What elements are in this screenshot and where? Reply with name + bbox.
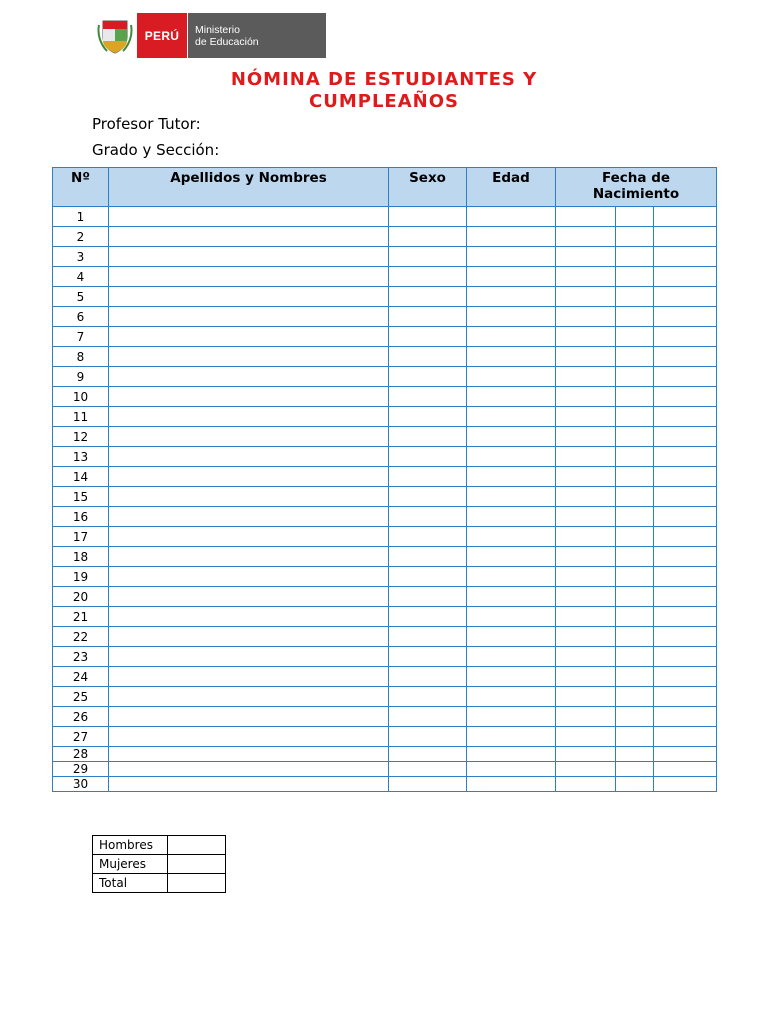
table-row (53, 427, 717, 447)
sex-cell[interactable] (389, 587, 467, 607)
age-cell[interactable] (467, 777, 556, 792)
sex-cell[interactable] (389, 607, 467, 627)
birth-month-cell[interactable] (616, 487, 654, 507)
birth-year-cell[interactable] (654, 487, 717, 507)
birth-day-cell[interactable] (556, 487, 616, 507)
table-row (53, 487, 717, 507)
name-cell[interactable] (109, 247, 389, 267)
age-cell[interactable] (467, 762, 556, 777)
table-row (53, 547, 717, 567)
birth-month-cell[interactable] (616, 247, 654, 267)
age-cell[interactable] (467, 507, 556, 527)
birth-month-cell[interactable] (616, 747, 654, 762)
birth-day-cell[interactable] (556, 407, 616, 427)
row-number: 10 (53, 387, 109, 407)
birth-month-cell[interactable] (616, 267, 654, 287)
ministry-line-1: Ministerio (195, 23, 240, 36)
table-row (53, 627, 717, 647)
sex-cell[interactable] (389, 707, 467, 727)
birth-year-cell[interactable] (654, 587, 717, 607)
birth-year-cell[interactable] (654, 427, 717, 447)
table-row (53, 407, 717, 427)
table-row (53, 647, 717, 667)
header-birth-line-2: Nacimiento (592, 186, 680, 202)
birth-day-cell[interactable] (556, 747, 616, 762)
birth-month-cell[interactable] (616, 707, 654, 727)
name-cell[interactable] (109, 467, 389, 487)
men-count-cell[interactable] (168, 836, 226, 855)
name-cell[interactable] (109, 507, 389, 527)
age-cell[interactable] (467, 567, 556, 587)
row-number: 19 (53, 567, 109, 587)
birth-year-cell[interactable] (654, 762, 717, 777)
sex-cell[interactable] (389, 387, 467, 407)
birth-day-cell[interactable] (556, 267, 616, 287)
name-cell[interactable] (109, 607, 389, 627)
name-cell[interactable] (109, 747, 389, 762)
sex-cell[interactable] (389, 367, 467, 387)
header-sex: Sexo (389, 168, 467, 207)
row-number: 2 (53, 227, 109, 247)
name-cell[interactable] (109, 307, 389, 327)
country-label: PERÚ (137, 13, 187, 58)
birth-day-cell[interactable] (556, 387, 616, 407)
birth-month-cell[interactable] (616, 207, 654, 227)
row-number: 28 (53, 747, 109, 762)
name-cell[interactable] (109, 427, 389, 447)
tutor-field[interactable]: Profesor Tutor: (92, 115, 201, 133)
men-label: Hombres (93, 836, 168, 855)
birth-day-cell[interactable] (556, 327, 616, 347)
age-cell[interactable] (467, 287, 556, 307)
row-number: 6 (53, 307, 109, 327)
birth-month-cell[interactable] (616, 467, 654, 487)
table-row (53, 247, 717, 267)
birth-day-cell[interactable] (556, 777, 616, 792)
table-row (53, 467, 717, 487)
sex-cell[interactable] (389, 407, 467, 427)
women-label: Mujeres (93, 855, 168, 874)
birth-month-cell[interactable] (616, 547, 654, 567)
birth-month-cell[interactable] (616, 777, 654, 792)
birth-year-cell[interactable] (654, 407, 717, 427)
table-row (53, 747, 717, 762)
age-cell[interactable] (467, 327, 556, 347)
age-cell[interactable] (467, 247, 556, 267)
table-row (53, 307, 717, 327)
age-cell[interactable] (467, 447, 556, 467)
birth-year-cell[interactable] (654, 707, 717, 727)
table-row (53, 607, 717, 627)
row-number: 1 (53, 207, 109, 227)
birth-year-cell[interactable] (654, 367, 717, 387)
sex-cell[interactable] (389, 527, 467, 547)
row-number: 9 (53, 367, 109, 387)
birth-month-cell[interactable] (616, 607, 654, 627)
table-row (53, 687, 717, 707)
row-number: 29 (53, 762, 109, 777)
table-row (53, 777, 717, 792)
sex-cell[interactable] (389, 347, 467, 367)
row-number: 22 (53, 627, 109, 647)
name-cell[interactable] (109, 407, 389, 427)
age-cell[interactable] (467, 587, 556, 607)
sex-cell[interactable] (389, 467, 467, 487)
age-cell[interactable] (467, 627, 556, 647)
row-number: 23 (53, 647, 109, 667)
birth-month-cell[interactable] (616, 687, 654, 707)
birth-month-cell[interactable] (616, 407, 654, 427)
grade-section-field[interactable]: Grado y Sección: (92, 141, 220, 159)
age-cell[interactable] (467, 407, 556, 427)
age-cell[interactable] (467, 267, 556, 287)
row-number: 7 (53, 327, 109, 347)
sex-cell[interactable] (389, 547, 467, 567)
birth-day-cell[interactable] (556, 467, 616, 487)
name-cell[interactable] (109, 347, 389, 367)
birth-year-cell[interactable] (654, 347, 717, 367)
name-cell[interactable] (109, 707, 389, 727)
age-cell[interactable] (467, 467, 556, 487)
name-cell[interactable] (109, 527, 389, 547)
total-label: Total (93, 874, 168, 893)
table-row (53, 447, 717, 467)
birth-day-cell[interactable] (556, 247, 616, 267)
birth-day-cell[interactable] (556, 687, 616, 707)
age-cell[interactable] (467, 687, 556, 707)
name-cell[interactable] (109, 687, 389, 707)
name-cell[interactable] (109, 487, 389, 507)
age-cell[interactable] (467, 527, 556, 547)
header-names: Apellidos y Nombres (109, 168, 389, 207)
totals-row-women (93, 855, 226, 874)
sex-cell[interactable] (389, 487, 467, 507)
age-cell[interactable] (467, 207, 556, 227)
table-row (53, 387, 717, 407)
birth-day-cell[interactable] (556, 527, 616, 547)
table-row (53, 587, 717, 607)
birth-year-cell[interactable] (654, 507, 717, 527)
age-cell[interactable] (467, 667, 556, 687)
birth-day-cell[interactable] (556, 707, 616, 727)
table-row (53, 667, 717, 687)
birth-month-cell[interactable] (616, 527, 654, 547)
sex-cell[interactable] (389, 307, 467, 327)
row-number: 20 (53, 587, 109, 607)
birth-day-cell[interactable] (556, 587, 616, 607)
table-row (53, 727, 717, 747)
sex-cell[interactable] (389, 447, 467, 467)
name-cell[interactable] (109, 227, 389, 247)
name-cell[interactable] (109, 367, 389, 387)
women-count-cell[interactable] (168, 855, 226, 874)
sex-cell[interactable] (389, 247, 467, 267)
table-row (53, 527, 717, 547)
birth-year-cell[interactable] (654, 777, 717, 792)
sex-cell[interactable] (389, 777, 467, 792)
table-row (53, 507, 717, 527)
sex-cell[interactable] (389, 567, 467, 587)
sex-cell[interactable] (389, 227, 467, 247)
name-cell[interactable] (109, 762, 389, 777)
birth-year-cell[interactable] (654, 527, 717, 547)
name-cell[interactable] (109, 327, 389, 347)
birth-day-cell[interactable] (556, 207, 616, 227)
birth-day-cell[interactable] (556, 647, 616, 667)
birth-year-cell[interactable] (654, 467, 717, 487)
birth-month-cell[interactable] (616, 387, 654, 407)
name-cell[interactable] (109, 547, 389, 567)
birth-day-cell[interactable] (556, 667, 616, 687)
sex-cell[interactable] (389, 647, 467, 667)
sex-cell[interactable] (389, 687, 467, 707)
ministry-logo (93, 13, 326, 58)
name-cell[interactable] (109, 627, 389, 647)
row-number: 14 (53, 467, 109, 487)
birth-month-cell[interactable] (616, 227, 654, 247)
table-row (53, 367, 717, 387)
document-title (0, 69, 768, 113)
table-row (53, 707, 717, 727)
birth-month-cell[interactable] (616, 762, 654, 777)
age-cell[interactable] (467, 427, 556, 447)
row-number: 25 (53, 687, 109, 707)
name-cell[interactable] (109, 287, 389, 307)
header-birth-line-1: Fecha de (601, 170, 671, 186)
name-cell[interactable] (109, 667, 389, 687)
name-cell[interactable] (109, 447, 389, 467)
sex-cell[interactable] (389, 427, 467, 447)
birth-month-cell[interactable] (616, 507, 654, 527)
birth-month-cell[interactable] (616, 307, 654, 327)
birth-day-cell[interactable] (556, 607, 616, 627)
birth-month-cell[interactable] (616, 627, 654, 647)
sex-cell[interactable] (389, 327, 467, 347)
age-cell[interactable] (467, 487, 556, 507)
birth-year-cell[interactable] (654, 247, 717, 267)
sex-cell[interactable] (389, 627, 467, 647)
totals-row-men (93, 836, 226, 855)
birth-year-cell[interactable] (654, 447, 717, 467)
birth-day-cell[interactable] (556, 287, 616, 307)
name-cell[interactable] (109, 387, 389, 407)
birth-year-cell[interactable] (654, 647, 717, 667)
title-line-2: CUMPLEAÑOS (309, 91, 459, 112)
age-cell[interactable] (467, 647, 556, 667)
age-cell[interactable] (467, 727, 556, 747)
table-row (53, 227, 717, 247)
birth-month-cell[interactable] (616, 347, 654, 367)
student-roster-table (52, 167, 717, 792)
header-birth-date (556, 168, 717, 207)
row-number: 30 (53, 777, 109, 792)
totals-table (92, 835, 226, 893)
name-cell[interactable] (109, 567, 389, 587)
birth-year-cell[interactable] (654, 387, 717, 407)
birth-month-cell[interactable] (616, 287, 654, 307)
header-age: Edad (467, 168, 556, 207)
birth-day-cell[interactable] (556, 367, 616, 387)
age-cell[interactable] (467, 307, 556, 327)
sex-cell[interactable] (389, 667, 467, 687)
birth-year-cell[interactable] (654, 547, 717, 567)
header-number: Nº (53, 168, 109, 207)
birth-month-cell[interactable] (616, 327, 654, 347)
age-cell[interactable] (467, 347, 556, 367)
age-cell[interactable] (467, 747, 556, 762)
row-number: 5 (53, 287, 109, 307)
birth-day-cell[interactable] (556, 427, 616, 447)
sex-cell[interactable] (389, 207, 467, 227)
birth-day-cell[interactable] (556, 447, 616, 467)
row-number: 21 (53, 607, 109, 627)
table-row (53, 287, 717, 307)
ministry-line-2: de Educación (195, 35, 259, 48)
row-number: 3 (53, 247, 109, 267)
table-row (53, 267, 717, 287)
birth-year-cell[interactable] (654, 287, 717, 307)
sex-cell[interactable] (389, 727, 467, 747)
name-cell[interactable] (109, 777, 389, 792)
total-count-cell[interactable] (168, 874, 226, 893)
coat-of-arms-icon (93, 13, 137, 58)
birth-month-cell[interactable] (616, 667, 654, 687)
sex-cell[interactable] (389, 287, 467, 307)
birth-year-cell[interactable] (654, 627, 717, 647)
sex-cell[interactable] (389, 762, 467, 777)
birth-day-cell[interactable] (556, 547, 616, 567)
totals-row-total (93, 874, 226, 893)
birth-year-cell[interactable] (654, 267, 717, 287)
birth-day-cell[interactable] (556, 507, 616, 527)
birth-day-cell[interactable] (556, 567, 616, 587)
birth-month-cell[interactable] (616, 727, 654, 747)
row-number: 16 (53, 507, 109, 527)
birth-month-cell[interactable] (616, 447, 654, 467)
birth-year-cell[interactable] (654, 567, 717, 587)
birth-day-cell[interactable] (556, 307, 616, 327)
row-number: 8 (53, 347, 109, 367)
name-cell[interactable] (109, 267, 389, 287)
name-cell[interactable] (109, 727, 389, 747)
birth-month-cell[interactable] (616, 367, 654, 387)
birth-month-cell[interactable] (616, 567, 654, 587)
age-cell[interactable] (467, 387, 556, 407)
age-cell[interactable] (467, 607, 556, 627)
birth-year-cell[interactable] (654, 227, 717, 247)
row-number: 11 (53, 407, 109, 427)
birth-day-cell[interactable] (556, 727, 616, 747)
birth-day-cell[interactable] (556, 627, 616, 647)
age-cell[interactable] (467, 367, 556, 387)
birth-day-cell[interactable] (556, 227, 616, 247)
age-cell[interactable] (467, 227, 556, 247)
row-number: 4 (53, 267, 109, 287)
table-row (53, 347, 717, 367)
birth-year-cell[interactable] (654, 207, 717, 227)
birth-year-cell[interactable] (654, 607, 717, 627)
birth-year-cell[interactable] (654, 307, 717, 327)
row-number: 24 (53, 667, 109, 687)
row-number: 27 (53, 727, 109, 747)
birth-day-cell[interactable] (556, 762, 616, 777)
row-number: 18 (53, 547, 109, 567)
birth-month-cell[interactable] (616, 587, 654, 607)
birth-month-cell[interactable] (616, 647, 654, 667)
birth-year-cell[interactable] (654, 327, 717, 347)
table-row (53, 567, 717, 587)
birth-day-cell[interactable] (556, 347, 616, 367)
name-cell[interactable] (109, 207, 389, 227)
age-cell[interactable] (467, 707, 556, 727)
row-number: 12 (53, 427, 109, 447)
row-number: 13 (53, 447, 109, 467)
table-row (53, 327, 717, 347)
name-cell[interactable] (109, 647, 389, 667)
sex-cell[interactable] (389, 507, 467, 527)
sex-cell[interactable] (389, 747, 467, 762)
name-cell[interactable] (109, 587, 389, 607)
row-number: 15 (53, 487, 109, 507)
birth-year-cell[interactable] (654, 687, 717, 707)
row-number: 17 (53, 527, 109, 547)
birth-year-cell[interactable] (654, 727, 717, 747)
title-line-1: NÓMINA DE ESTUDIANTES Y (230, 69, 538, 90)
sex-cell[interactable] (389, 267, 467, 287)
age-cell[interactable] (467, 547, 556, 567)
table-row (53, 762, 717, 777)
row-number: 26 (53, 707, 109, 727)
ministry-label (187, 13, 326, 58)
birth-year-cell[interactable] (654, 747, 717, 762)
birth-month-cell[interactable] (616, 427, 654, 447)
table-row (53, 207, 717, 227)
birth-year-cell[interactable] (654, 667, 717, 687)
